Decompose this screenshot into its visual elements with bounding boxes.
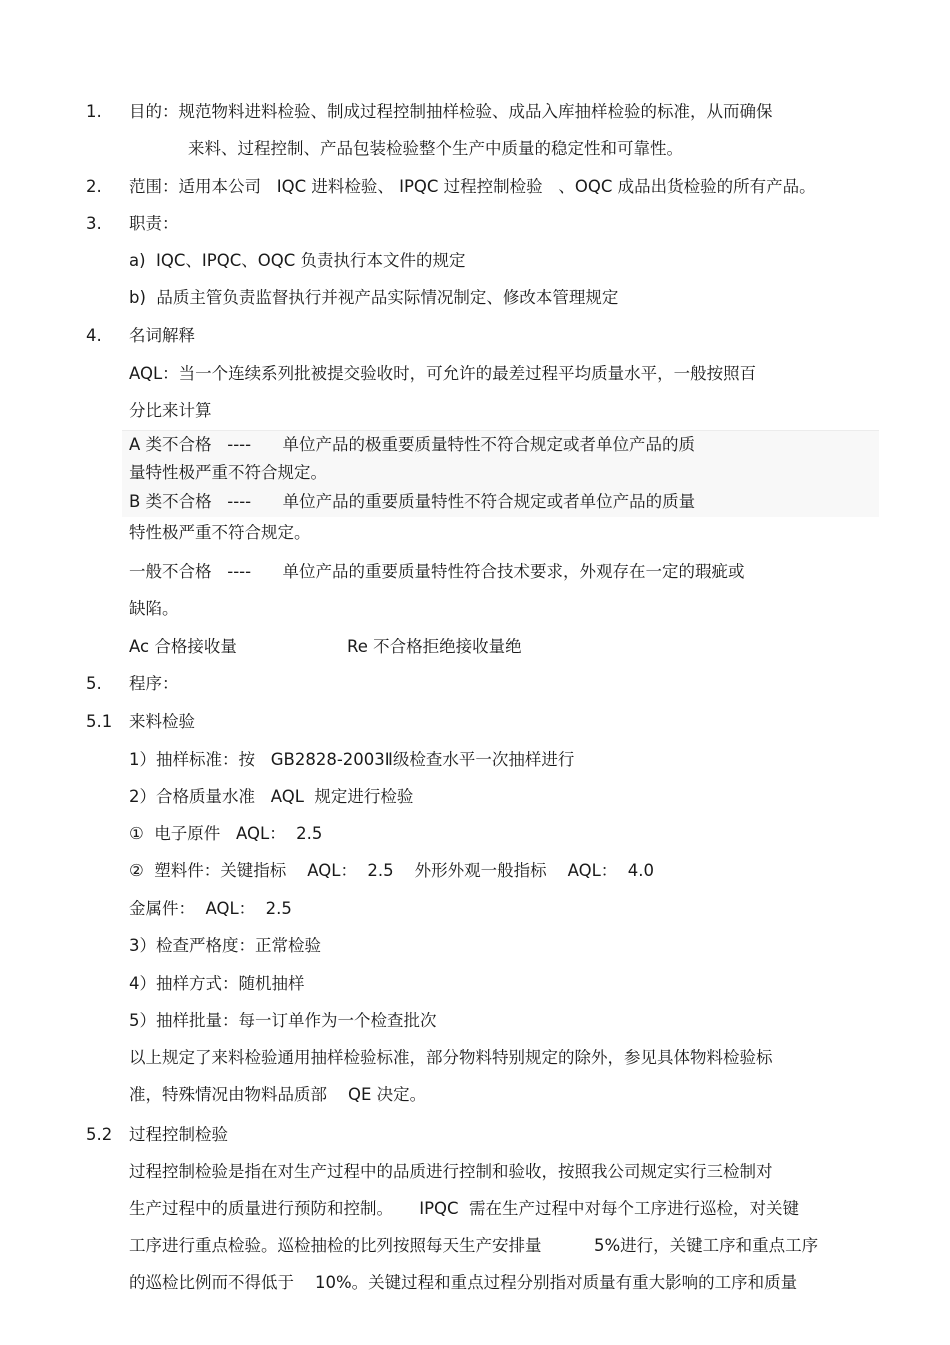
section-number-5: 5. bbox=[86, 674, 102, 693]
terms-title: 名词解释 bbox=[129, 326, 195, 345]
purpose-line-2: 来料、过程控制、产品包装检验整个生产中质量的稳定性和可靠性。 bbox=[188, 139, 683, 158]
responsibility-item-b: b) 品质主管负责监督执行并视产品实际情况制定、修改本管理规定 bbox=[129, 288, 619, 307]
process-control-title: 过程控制检验 bbox=[129, 1125, 228, 1144]
class-a-defect-line-1: A 类不合格 ---- 单位产品的极重要质量特性不符合规定或者单位产品的质 bbox=[129, 435, 696, 454]
incoming-note-line-1: 以上规定了来料检验通用抽样检验标准，部分物料特别规定的除外，参见具体物料检验标 bbox=[129, 1048, 773, 1067]
re-term: Re 不合格拒绝接收量绝 bbox=[347, 637, 522, 656]
sampling-batch-item: 5）抽样批量：每一订单作为一个检查批次 bbox=[129, 1011, 437, 1030]
scope-line: 范围：适用本公司 IQC 进料检验、 IPQC 过程控制检验 、OQC 成品出货检验的所有产品。 bbox=[129, 177, 816, 196]
section-number-4: 4. bbox=[86, 326, 102, 345]
section-number-2: 2. bbox=[86, 177, 102, 196]
general-defect-line-2: 缺陷。 bbox=[129, 599, 179, 618]
sampling-method-item: 4）抽样方式：随机抽样 bbox=[129, 974, 305, 993]
quality-level-item: 2）合格质量水准 AQL 规定进行检验 bbox=[129, 787, 414, 806]
incoming-inspection-title: 来料检验 bbox=[129, 712, 195, 731]
ac-term: Ac 合格接收量 bbox=[129, 637, 237, 656]
section-number-3: 3. bbox=[86, 214, 102, 233]
process-control-line-3: 工序进行重点检验。巡检抽检的比列按照每天生产安排量 5%进行，关键工序和重点工序 bbox=[129, 1236, 819, 1255]
aql-definition-line-2: 分比来计算 bbox=[129, 401, 212, 420]
process-control-line-2: 生产过程中的质量进行预防和控制。 IPQC 需在生产过程中对每个工序进行巡检，对关键 bbox=[129, 1199, 800, 1218]
plastic-parts-aql: ② 塑料件：关键指标 AQL： 2.5 外形外观一般指标 AQL： 4.0 bbox=[129, 861, 655, 880]
incoming-note-line-2: 准，特殊情况由物料品质部 QE 决定。 bbox=[129, 1085, 427, 1104]
section-number-1: 1. bbox=[86, 102, 102, 121]
procedure-title: 程序： bbox=[129, 674, 179, 693]
sampling-standard-item: 1）抽样标准：按 GB2828-2003Ⅱ级检查水平一次抽样进行 bbox=[129, 750, 575, 769]
inspection-severity-item: 3）检查严格度：正常检验 bbox=[129, 936, 321, 955]
purpose-line-1: 目的：规范物料进料检验、制成过程控制抽样检验、成品入库抽样检验的标准，从而确保 bbox=[129, 102, 773, 121]
electronic-parts-aql: ① 电子原件 AQL： 2.5 bbox=[129, 824, 323, 843]
responsibility-item-a: a) IQC、IPQC、OQC 负责执行本文件的规定 bbox=[129, 251, 466, 270]
metal-parts-aql: 金属件： AQL： 2.5 bbox=[129, 899, 292, 918]
section-number-5-2: 5.2 bbox=[86, 1125, 113, 1144]
process-control-line-4: 的巡检比例而不得低于 10%。关键过程和重点过程分别指对质量有重大影响的工序和质量 bbox=[129, 1273, 798, 1292]
process-control-line-1: 过程控制检验是指在对生产过程中的品质进行控制和验收，按照我公司规定实行三检制对 bbox=[129, 1162, 773, 1181]
class-a-defect-line-2: 量特性极严重不符合规定。 bbox=[129, 463, 327, 482]
general-defect-line-1: 一般不合格 ---- 单位产品的重要质量特性符合技术要求，外观存在一定的瑕疵或 bbox=[129, 562, 745, 581]
class-b-defect-line-1: B 类不合格 ---- 单位产品的重要质量特性不符合规定或者单位产品的质量 bbox=[129, 492, 696, 511]
section-number-5-1: 5.1 bbox=[86, 712, 113, 731]
class-b-defect-line-2: 特性极严重不符合规定。 bbox=[129, 523, 311, 542]
aql-definition-line-1: AQL：当一个连续系列批被提交验收时，可允许的最差过程平均质量水平，一般按照百 bbox=[129, 364, 757, 383]
responsibility-title: 职责： bbox=[129, 214, 179, 233]
